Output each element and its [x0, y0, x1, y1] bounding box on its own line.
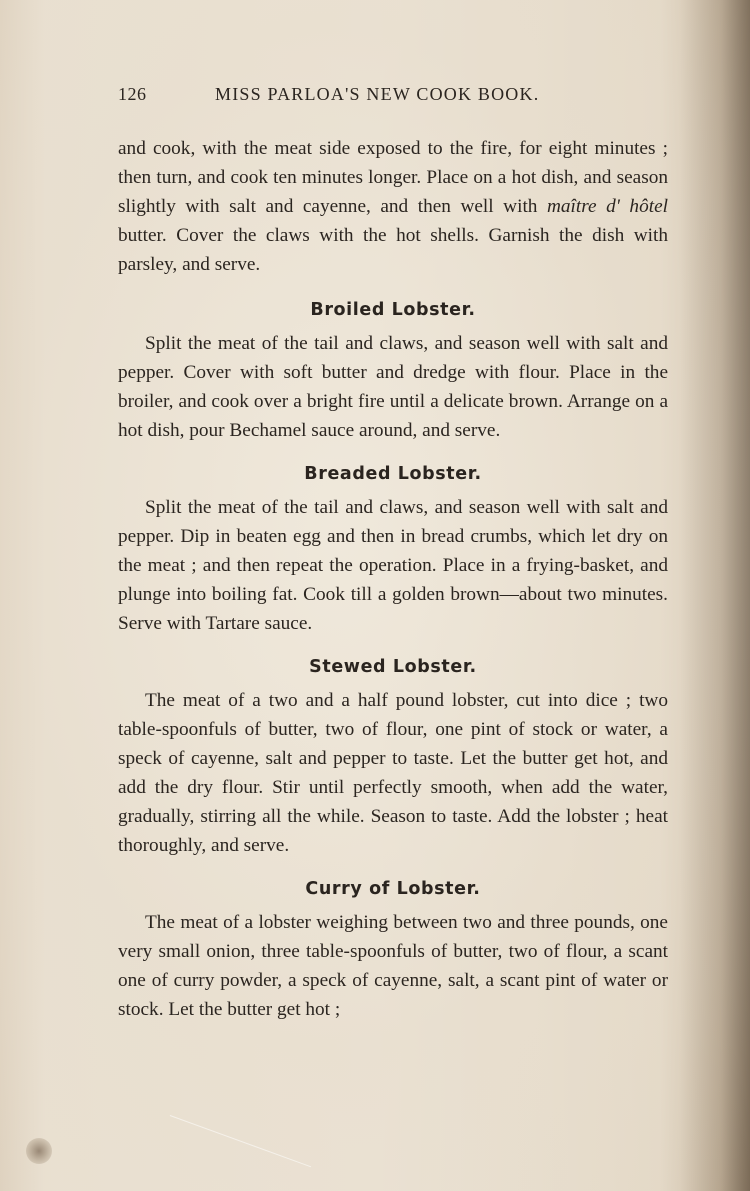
page-text-block [118, 84, 668, 1024]
page-scratch [170, 1115, 311, 1167]
recipe-title-curry-of-lobster: Curry of Lobster. [305, 879, 481, 899]
recipe-text-breaded-lobster: Split the meat of the tail and claws, and season well with salt and pepper. Dip in beaten egg and then in bread crumbs, which let dry on the meat ; and then repeat the operation. Place in a frying-basket, and plunge into boiling fat. Cook till a golden brown—about two minutes. Serve with Tartare sauce. [118, 497, 668, 634]
recipe-title-breaded-lobster: Breaded Lobster. [304, 464, 482, 484]
book-title: MISS PARLOA'S NEW COOK BOOK. [215, 84, 540, 104]
page-number: 126 [118, 84, 147, 104]
continuation-text-end: butter. Cover the claws with the hot shells. Garnish the dish with parsley, and serve. [118, 225, 668, 275]
recipe-text-stewed-lobster: The meat of a two and a half pound lobster, cut into dice ; two table-spoonfuls of butter, two of flour, one pint of stock or water, a speck of cayenne, salt and pepper to taste. Let the butter get hot, and add the dry flour. Stir until perfectly smooth, when add the water, gradually, stirring all the while. Season to taste. Add the lobster ; heat thoroughly, and serve. [118, 690, 668, 856]
recipe-text-broiled-lobster: Split the meat of the tail and claws, and season well with salt and pepper. Cover with soft butter and dredge with flour. Place in the broiler, and cook over a bright fire until a delicate brown. Arrange on a hot dish, pour Bechamel sauce around, and serve. [118, 333, 668, 441]
recipe-title-broiled-lobster: Broiled Lobster. [310, 300, 476, 320]
continuation-italic-term: maître d' hôtel [546, 196, 668, 217]
page-stain [26, 1138, 52, 1164]
recipe-text-curry-of-lobster: The meat of a lobster weighing between two and three pounds, one very small onion, three table-spoonfuls of butter, two of flour, a scant one of curry powder, a speck of cayenne, salt, a scant pint of water or stock. Let the butter get hot ; [118, 912, 668, 1020]
running-head [118, 84, 668, 112]
recipe-title-stewed-lobster: Stewed Lobster. [309, 657, 477, 677]
continuation-paragraph [118, 134, 668, 279]
continuation-text-start: and cook, with the meat side exposed to the fire, for eight minutes ; then turn, and cook ten minutes longer. Place on a hot dish, and season slightly with salt and cayenne, and then well with [118, 138, 668, 217]
